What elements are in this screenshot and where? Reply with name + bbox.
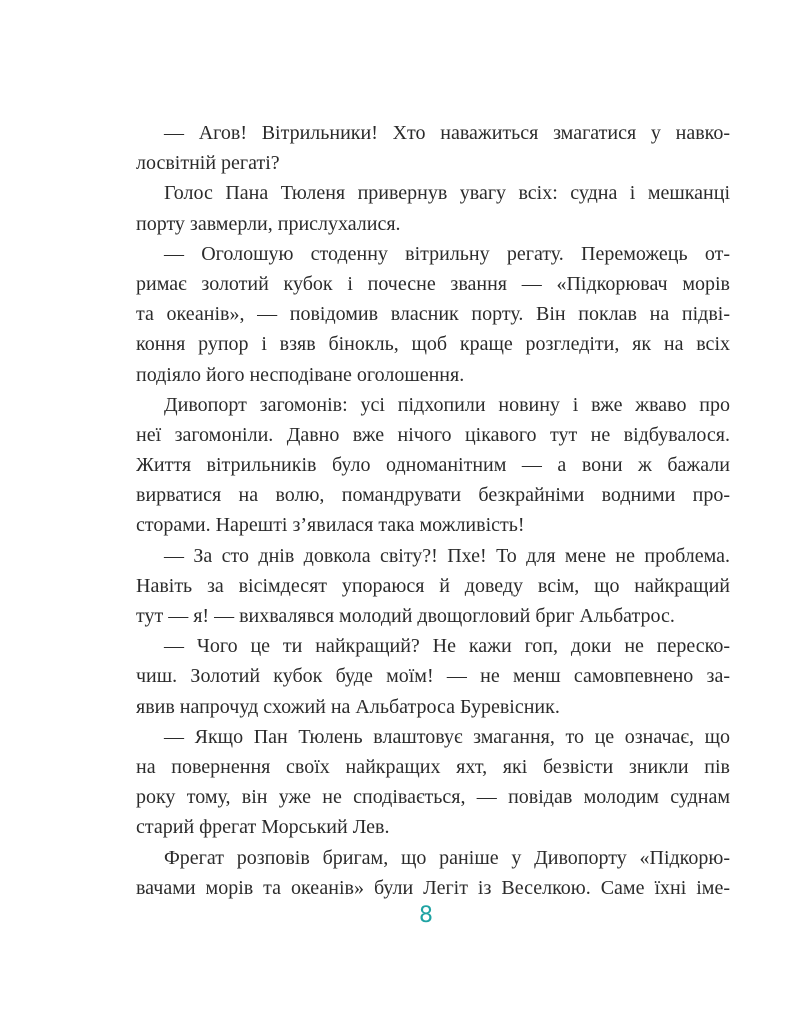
text-line: Навіть за вісімдесят упораюся й доведу всім, що найкращий: [136, 574, 730, 597]
text-line: коння рупор і взяв бінокль, щоб краще розгледіти, як на всіх: [136, 333, 730, 356]
text-line: — Агов! Вітрильники! Хто наважиться змагатися у навко-: [164, 122, 730, 144]
paragraph: [136, 843, 730, 903]
paragraph: [136, 631, 730, 722]
text-line: сторами. Нарешті з’явилася така можливість!: [136, 514, 525, 537]
text-line: Фрегат розповів бригам, що раніше у Дивопорту «Підкорю-: [164, 846, 730, 869]
text-line: Життя вітрильників було одноманітним — а вони ж бажали: [136, 454, 730, 477]
text-line: лосвітній регаті?: [136, 152, 280, 175]
text-line: римає золотий кубок і почесне звання — «Підкорювач морів: [136, 272, 730, 295]
text-line: порту завмерли, прислухалися.: [136, 212, 401, 235]
body-text: [136, 118, 730, 903]
text-line: неї загомоніли. Давно вже нічого цікавого тут не відбувалося.: [136, 423, 730, 446]
paragraph: [136, 390, 730, 541]
text-line: старий фрегат Морський Лев.: [136, 816, 390, 839]
page-number: 8: [419, 903, 433, 928]
text-line: та океанів», — повідомив власник порту. Він поклав на підві-: [136, 303, 730, 326]
text-line: явив напрочуд схожий на Альбатроса Буревісник.: [136, 695, 560, 718]
text-line: — Якщо Пан Тюлень влаштовує змагання, то це означає, що: [164, 725, 730, 748]
paragraph: [136, 239, 730, 390]
text-line: року тому, він уже не сподівається, — повідав молодим суднам: [136, 786, 730, 809]
text-line: на повернення своїх найкращих яхт, які безвісти зникли пів: [136, 755, 730, 778]
text-line: тут — я! — вихвалявся молодий двощогловий бриг Альбатрос.: [136, 605, 675, 627]
paragraph: [136, 118, 730, 178]
text-line: вачами морів та океанів» були Легіт із Веселкою. Саме їхні іме-: [136, 876, 730, 899]
text-line: — Чого це ти найкращий? Не кажи гоп, доки не переско-: [164, 635, 730, 658]
paragraph: [136, 178, 730, 238]
text-line: Голос Пана Тюленя привернув увагу всіх: судна і мешканці: [164, 182, 730, 205]
text-line: — Оголошую стоденну вітрильну регату. Переможець от-: [164, 242, 730, 265]
paragraph: [136, 541, 730, 632]
text-line: подіяло його несподіване оголошення.: [136, 363, 465, 386]
text-line: вирватися на волю, помандрувати безкрайніми водними про-: [136, 484, 730, 507]
text-line: чиш. Золотий кубок буде моїм! — не менш самовпевнено за-: [136, 665, 730, 688]
text-line: Дивопорт загомонів: усі підхопили новину і вже жваво про: [164, 393, 730, 416]
text-line: — За сто днів довкола світу?! Пхе! То для мене не проблема.: [164, 544, 730, 567]
paragraph: [136, 722, 730, 843]
